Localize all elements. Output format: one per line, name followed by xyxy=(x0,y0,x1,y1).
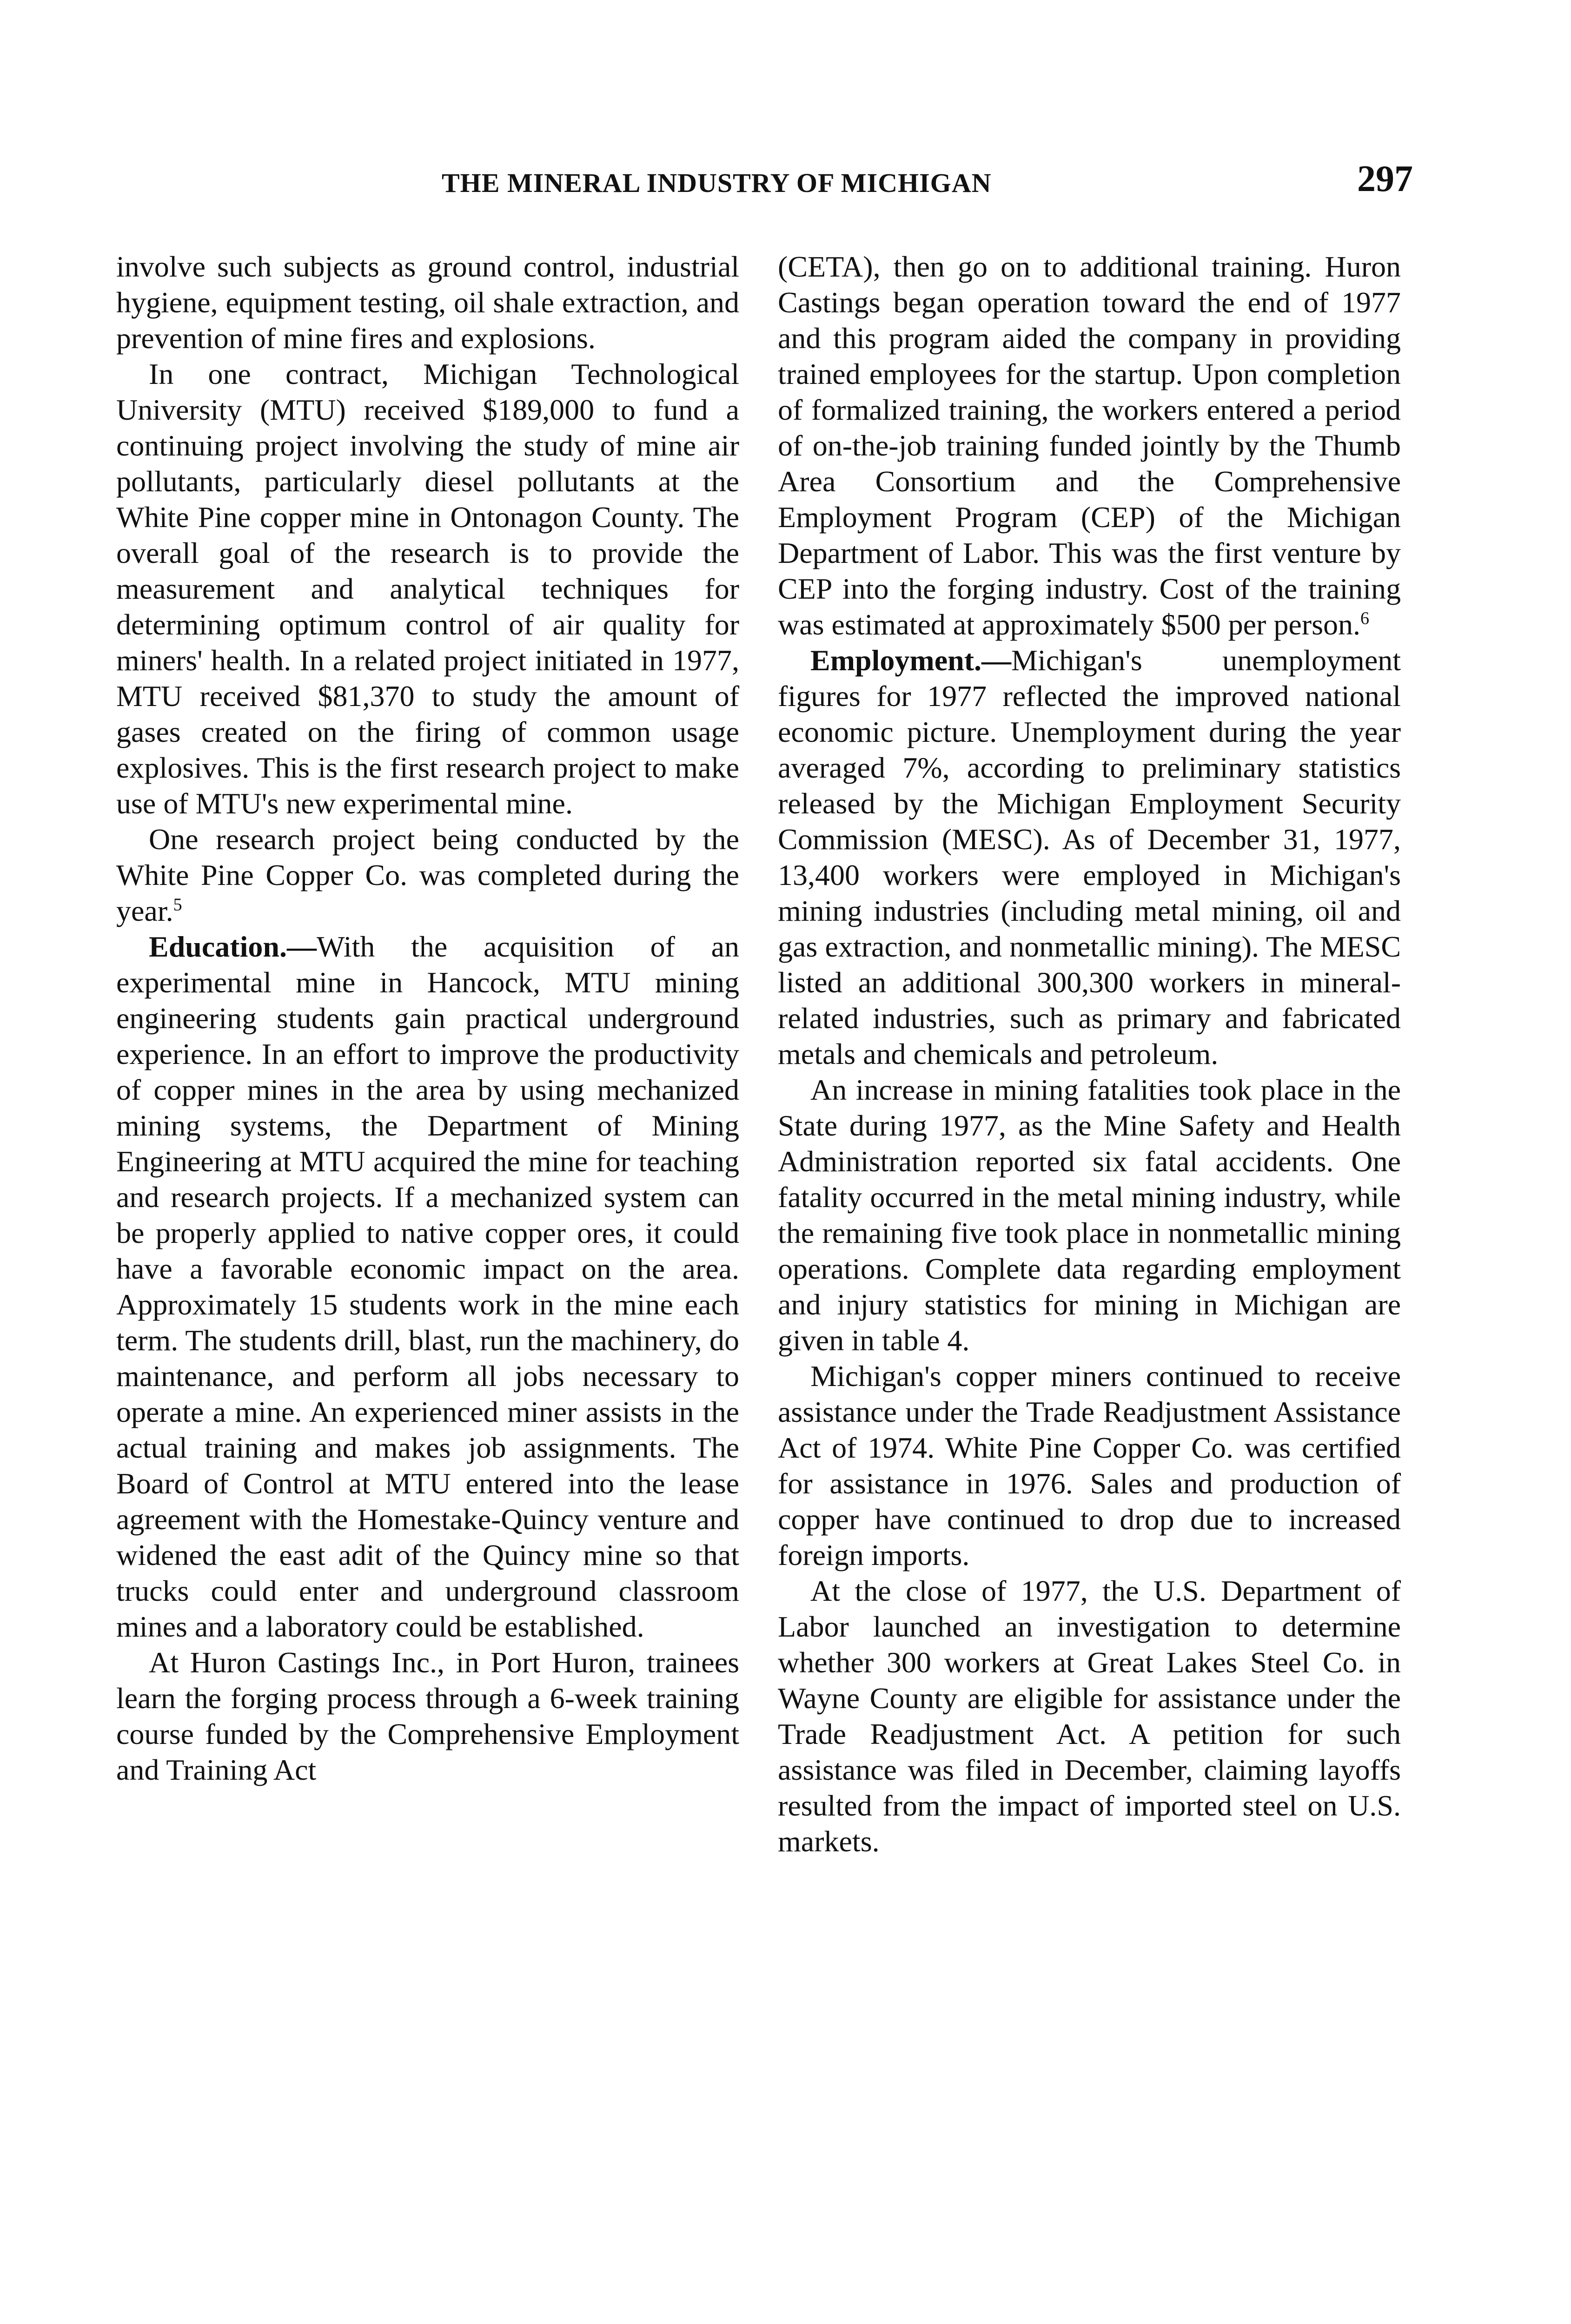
paragraph-text: With the acquisition of an experimental mine in Hancock, MTU mining engineering students gain practical underground experience. In an effort to improve the productivity of copper mines in the area by using mechanized mining systems, the Department of Mining Engineering at MTU acquired the mine for teaching and research projects. If a mechanized system can be properly applied to native copper ores, it could have a favorable economic impact on the area. Approximately 15 students work in the mine each term. The students drill, blast, run the machinery, do maintenance, and perform all jobs necessary to operate a mine. An experienced miner assists in the actual training and makes job assignments. The Board of Control at MTU entered into the lease agreement with the Homestake-Quincy venture and widened the east adit of the Quincy mine so that trucks could enter and underground classroom mines and a laboratory could be established. xyxy=(116,930,739,1643)
paragraph-continued: involve such subjects as ground control, industrial hygiene, equipment testing, oil shale extraction, and prevention of mine fires and explosions. xyxy=(116,250,739,355)
paragraph-ceta-training xyxy=(778,249,1401,642)
footnote-ref-5: 5 xyxy=(173,895,182,915)
paragraph-white-pine-research xyxy=(116,821,739,929)
paragraph-copper-miners: Michigan's copper miners continued to receive assistance under the Trade Readjustment Assistance Act of 1974. White Pine Copper Co. was certified for assistance in 1976. Sales and production of copper have continued to drop due to increased foreign imports. xyxy=(778,1360,1401,1571)
paragraph-employment xyxy=(778,642,1401,1072)
right-column xyxy=(778,249,1401,1859)
section-heading-employment: Employment.— xyxy=(810,644,1011,677)
left-column xyxy=(116,249,739,1788)
paragraph-fatalities: An increase in mining fatalities took place in the State during 1977, as the Mine Safety and Health Administration reported six fatal accidents. One fatality occurred in the metal mining industry, while the remaining five took place in nonmetallic mining operations. Complete data regarding employment and injury statistics for mining in Michigan are given in table 4. xyxy=(778,1073,1401,1357)
page-number: 297 xyxy=(1357,158,1413,199)
paragraph-huron-castings: At Huron Castings Inc., in Port Huron, trainees learn the forging process through a 6-week training course funded by the Comprehensive Employment and Training Act xyxy=(116,1646,739,1786)
paragraph-mtu-contract: In one contract, Michigan Technological University (MTU) received $189,000 to fund a continuing project involving the study of mine air pollutants, particularly diesel pollutants at the White Pine copper mine in Ontonagon County. The overall goal of the research is to provide the measurement and analytical techniques for determining optimum control of air quality for miners' health. In a related project initiated in 1977, MTU received $81,370 to study the amount of gases created on the firing of common usage explosives. This is the first research project to make use of MTU's new experimental mine. xyxy=(116,357,739,820)
paragraph-text: (CETA), then go on to additional training. Huron Castings began operation toward the end of 1977 and this program aided the company in providing trained employees for the startup. Upon completion of formalized training, the workers entered a period of on-the-job training funded jointly by the Thumb Area Consortium and the Comprehensive Employment Program (CEP) of the Michigan Department of Labor. This was the first venture by CEP into the forging industry. Cost of the training was estimated at approximately $500 per person. xyxy=(778,250,1401,641)
paragraph-text: One research project being conducted by the White Pine Copper Co. was completed during the year. xyxy=(116,823,739,927)
running-title: THE MINERAL INDUSTRY OF MICHIGAN xyxy=(442,168,992,198)
paragraph-education xyxy=(116,929,739,1644)
running-head xyxy=(116,158,1413,205)
paragraph-labor-investigation: At the close of 1977, the U.S. Department of Labor launched an investigation to determine whether 300 workers at Great Lakes Steel Co. in Wayne County are eligible for assistance under the Trade Readjustment Act. A petition for such assistance was filed in December, claiming layoffs resulted from the impact of imported steel on U.S. markets. xyxy=(778,1574,1401,1858)
paragraph-text: Michigan's unemployment figures for 1977 reflected the improved national economic picture. Unemployment during the year averaged 7%, according to preliminary statistics released by the Michigan Employment Security Commission (MESC). As of December 31, 1977, 13,400 workers were employed in Michigan's mining industries (including metal mining, oil and gas extraction, and nonmetallic mining). The MESC listed an additional 300,300 workers in mineral-related industries, such as primary and fabricated metals and chemicals and petroleum. xyxy=(778,644,1401,1070)
section-heading-education: Education.— xyxy=(149,930,317,963)
footnote-ref-6: 6 xyxy=(1360,608,1369,628)
